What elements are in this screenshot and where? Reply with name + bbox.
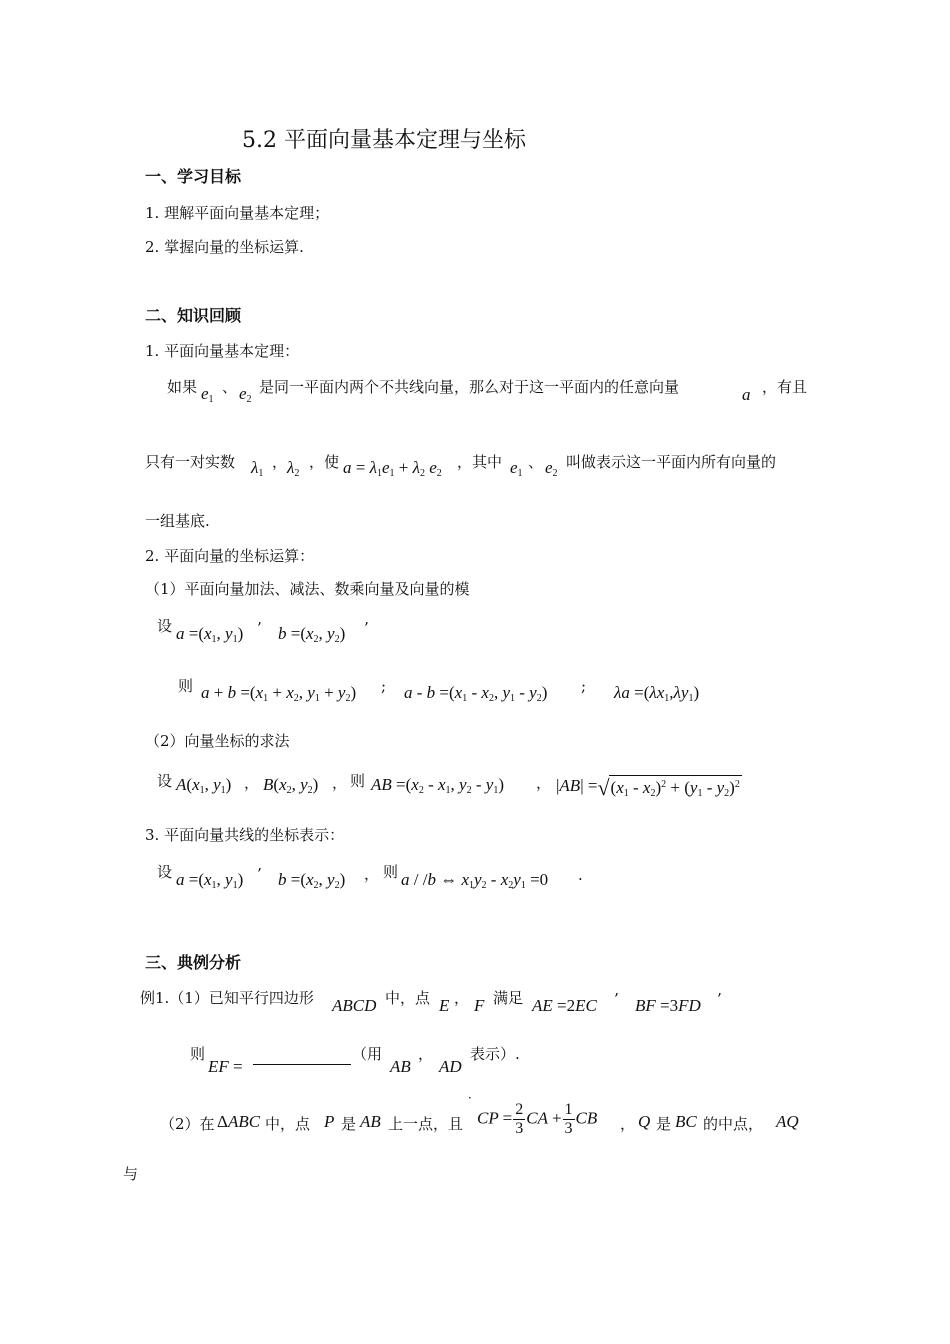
- then-label: 则: [178, 677, 194, 695]
- answer-blank[interactable]: [253, 1046, 351, 1065]
- example-text: 表示）.: [470, 1045, 520, 1063]
- let-label: 设: [157, 772, 173, 790]
- example-text: （用: [352, 1045, 383, 1063]
- theorem-text: ，: [272, 453, 288, 471]
- math-magnitude-ab: |AB| = √ $(x_1 - x_2)^2 + (y_1 - y_2)^2$: [556, 775, 740, 800]
- example-text: 中，点: [385, 989, 431, 1007]
- theorem-text: ，有且: [762, 378, 808, 396]
- math-point-q: Q: [638, 1112, 651, 1131]
- math-lambda2: $\lambda_2$: [287, 458, 300, 479]
- math-e2: $e_2$: [545, 458, 558, 479]
- math-lambda1: $\lambda_1$: [251, 458, 264, 479]
- math-triangle-abc: ΔABC: [217, 1112, 261, 1131]
- dot-mark: ．: [468, 1087, 481, 1101]
- section-heading-review: 二、知识回顾: [145, 306, 242, 325]
- review-item-2: 2. 平面向量的坐标运算：: [145, 547, 315, 565]
- comma: ’: [257, 865, 262, 883]
- math-aq: AQ: [776, 1112, 799, 1131]
- math-point-e: E: [439, 996, 450, 1015]
- comma: ，: [536, 774, 552, 792]
- math-linear-combination: $a = \lambda_1e_1 + \lambda_2$ $e_2$: [343, 458, 442, 479]
- example-text: ，: [454, 989, 470, 1007]
- theorem-text: ，使: [309, 453, 340, 471]
- theorem-text: ，其中: [457, 453, 503, 471]
- comma: ’: [257, 619, 262, 637]
- theorem-text: 、: [222, 378, 238, 396]
- example-text: 满足: [493, 989, 524, 1007]
- theorem-text: 如果: [167, 378, 198, 396]
- example-text: 中，点: [265, 1115, 311, 1133]
- math-cp-expression: CP = $\frac{2}{3}$ CA + $\frac{1}{3}$ CB: [477, 1101, 598, 1137]
- review-item-3: 3. 平面向量共线的坐标表示：: [145, 826, 345, 844]
- math-bf-3fd: BF =3FD: [635, 996, 701, 1015]
- comma: ’: [614, 990, 619, 1008]
- comma: ，: [244, 774, 260, 792]
- then-label: 则: [350, 772, 366, 790]
- math-point-p: P: [324, 1112, 335, 1131]
- let-label: 设: [157, 617, 173, 635]
- math-ae-2ec: AE =2EC: [532, 996, 597, 1015]
- theorem-text: 一组基底.: [145, 512, 210, 530]
- math-e2: $e_2$: [239, 384, 252, 405]
- math-scalar-multiple: $\lambda a =(\lambda x_1,\lambda y_1)$: [614, 683, 700, 704]
- page-title: 5.2 平面向量基本定理与坐标: [242, 128, 526, 153]
- math-bc: BC: [675, 1112, 697, 1131]
- section-heading-examples: 三、典例分析: [145, 953, 242, 972]
- theorem-text: 只有一对实数: [145, 453, 236, 471]
- math-vector-a: $a =(x_1$, $y_1$): [176, 624, 244, 645]
- math-point-a: $A(x_1$, $y_1$): [176, 775, 232, 796]
- math-vector-a: $a =(x_1$, $y_1$): [176, 870, 244, 891]
- math-point-f: F: [474, 996, 485, 1015]
- comma: ，: [364, 865, 380, 883]
- comma: ’: [364, 619, 369, 637]
- math-ab: AB: [390, 1057, 411, 1076]
- math-vector-b: $b =(x_2$, $y_2$): [278, 624, 346, 645]
- math-vector-ab: AB $=(x_2 - x_1$, $y_2 - y_1$): [371, 775, 504, 796]
- example-text: 上一点，且: [388, 1115, 464, 1133]
- example-text: 是: [341, 1115, 357, 1133]
- comma: ’: [717, 990, 722, 1008]
- subsection-2: （2）向量坐标的求法: [145, 732, 290, 750]
- goal-item: 2. 掌握向量的坐标运算.: [145, 238, 304, 256]
- let-label: 设: [157, 863, 173, 881]
- math-a: a: [742, 385, 751, 404]
- goal-item: 1. 理解平面向量基本定理；: [145, 204, 330, 222]
- math-abcd: ABCD: [332, 996, 377, 1015]
- math-ad: AD: [439, 1057, 462, 1076]
- subsection-1: （1）平面向量加法、减法、数乘向量及向量的模: [145, 580, 470, 598]
- math-collinear-condition: a / /b ⇔ $x_1y_2 - x_2y_1 =0$: [401, 870, 549, 891]
- example-text: 与: [123, 1165, 139, 1183]
- theorem-text: 叫做表示这一平面内所有向量的: [566, 453, 777, 471]
- theorem-text: 是同一平面内两个不共线向量，那么对于这一平面内的任意向量: [259, 378, 680, 396]
- comma: ，: [418, 1045, 434, 1063]
- math-vector-difference: $a - b =(x_1 - x_2$, $y_1 - y_2$): [404, 683, 548, 704]
- math-vector-sum: $a + b =(x_1 + x_2$, $y_1 + y_2$): [201, 683, 357, 704]
- example-1-label: 例1.（1）已知平行四边形: [140, 989, 314, 1007]
- review-item-1: 1. 平面向量基本定理：: [145, 342, 300, 360]
- example-text: 的中点，: [703, 1115, 764, 1133]
- then-label: 则: [383, 863, 399, 881]
- example-text: ，: [620, 1115, 636, 1133]
- section-heading-goals: 一、学习目标: [145, 167, 242, 186]
- math-e1: $e_1$: [510, 458, 523, 479]
- example-text: 是: [656, 1115, 672, 1133]
- period: .: [578, 866, 583, 884]
- math-ab: AB: [360, 1112, 381, 1131]
- math-vector-b: $b =(x_2$, $y_2$): [278, 870, 346, 891]
- example-text: 则: [190, 1045, 206, 1063]
- semicolon: ;: [381, 677, 387, 695]
- math-ef: EF =: [208, 1057, 243, 1076]
- semicolon: ;: [581, 677, 587, 695]
- comma: ，: [332, 774, 348, 792]
- theorem-text: 、: [528, 453, 544, 471]
- example-text: （2）在: [160, 1115, 215, 1133]
- math-point-b: $B(x_2$, $y_2$): [263, 775, 319, 796]
- math-e1: $e_1$: [201, 384, 214, 405]
